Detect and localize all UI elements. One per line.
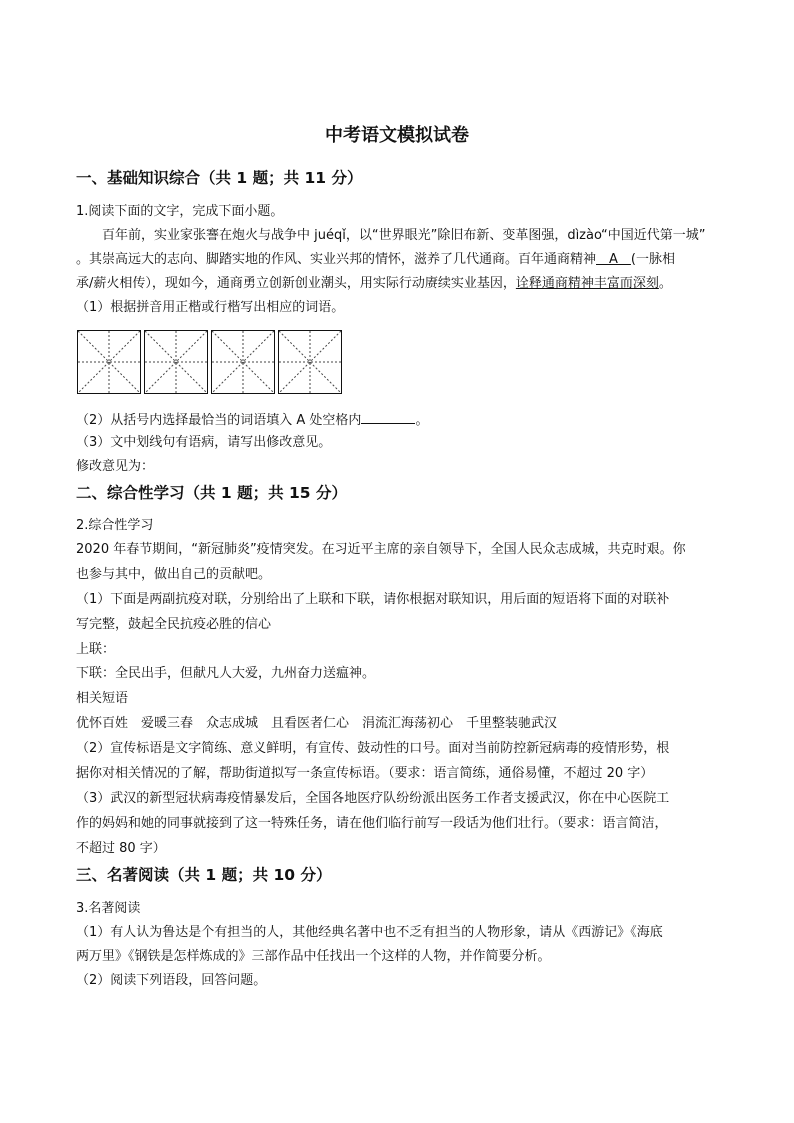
section-1-heading: 一、基础知识综合（共 1 题；共 11 分） <box>76 169 363 187</box>
subquestion-1-2-text: （2）从括号内选择最恰当的词语填入 A 处空格内 <box>76 413 362 428</box>
subquestion-3-1-line-2: 两万里》《钢铁是怎样炼成的》三部作品中任找出一个这样的人物，并作简要分析。 <box>76 949 551 964</box>
subquestion-2-3-line-2: 作的妈妈和她的同事就接到了这一特殊任务，请在他们临行前写一段话为他们壮行。（要求：语言简洁， <box>76 816 668 831</box>
q2-context-line-2: 也参与其中，做出自己的贡献吧。 <box>76 567 272 582</box>
mi-grid-icon <box>279 331 341 393</box>
underlined-sentence: 诠释通商精神丰富而深刻 <box>515 276 659 291</box>
subquestion-2-3-line-1: （3）武汉的新型冠状病毒疫情暴发后，全国各地医疗队纷纷派出医务工作者支援武汉，你在中心医院工 <box>76 791 670 806</box>
passage-line-3-end: 。 <box>658 276 672 291</box>
section-2-heading: 二、综合性学习（共 1 题；共 15 分） <box>76 484 347 502</box>
passage-line-1: 百年前，实业家张謇在炮火与战争中 juéqǐ，以“世界眼光”除旧布新、变革图强，dìzào“中国近代第一城” <box>76 228 706 243</box>
answer-blank[interactable] <box>361 410 415 424</box>
couplet-upper-label: 上联： <box>76 642 116 657</box>
subquestion-1-2 <box>76 410 726 430</box>
writing-cell[interactable] <box>278 330 342 394</box>
subquestion-2-2-line-2: 据你对相关情况的了解，帮助街道拟写一条宣传标语。（要求：语言简练，通俗易懂，不超过 20 字） <box>76 766 654 781</box>
question-2-intro: 2.综合性学习 <box>76 518 154 533</box>
page-title: 中考语文模拟试卷 <box>325 125 469 146</box>
writing-grid <box>77 330 342 396</box>
writing-cell[interactable] <box>211 330 275 394</box>
question-1-intro: 1.阅读下面的文字，完成下面小题。 <box>76 204 284 219</box>
subquestion-2-1-line-1: （1）下面是两副抗疫对联，分别给出了上联和下联，请你根据对联知识，用后面的短语将下面的对联补 <box>76 592 670 607</box>
subquestion-2-3-line-3: 不超过 80 字） <box>76 841 166 856</box>
subquestion-3-1-line-1: （1）有人认为鲁达是个有担当的人，其他经典名著中也不乏有担当的人物形象，请从《西游记》《海底 <box>76 925 663 940</box>
mi-grid-icon <box>145 331 207 393</box>
mi-grid-icon <box>78 331 140 393</box>
q2-context-line-1: 2020 年春节期间，“新冠肺炎”疫情突发。在习近平主席的亲自领导下，全国人民众志成城，共克时艰。你 <box>76 542 686 557</box>
subquestion-2-1-line-2: 写完整，鼓起全民抗疫必胜的信心 <box>76 617 272 632</box>
passage-line-2-options: (一脉相 <box>630 252 675 267</box>
subquestion-1-3: （3）文中划线句有语病，请写出修改意见。 <box>76 435 332 450</box>
phrases-list: 优怀百姓 爱暖三春 众志成城 且看医者仁心 涓流汇海荡初心 千里整装驰武汉 <box>76 716 558 731</box>
passage-line-2-text: 。其崇高远大的志向、脚踏实地的作风、实业兴邦的情怀，滋养了几代通商。百年通商精神 <box>76 252 597 267</box>
writing-cell[interactable] <box>144 330 208 394</box>
blank-a-marker: A <box>596 252 631 267</box>
subquestion-2-2-line-1: （2）宣传标语是文字简练、意义鲜明，有宣传、鼓动性的口号。面对当前防控新冠病毒的疫情形势，根 <box>76 741 670 756</box>
writing-cell[interactable] <box>77 330 141 394</box>
question-3-intro: 3.名著阅读 <box>76 901 141 916</box>
couplet-lower: 下联：全民出手，但献凡人大爱，九州奋力送瘟神。 <box>76 666 376 681</box>
subquestion-1-1: （1）根据拼音用正楷或行楷写出相应的词语。 <box>76 300 345 315</box>
section-3-heading: 三、名著阅读（共 1 题；共 10 分） <box>76 866 332 884</box>
mi-grid-icon <box>212 331 274 393</box>
subquestion-3-2: （2）阅读下列语段，回答问题。 <box>76 973 267 988</box>
phrases-label: 相关短语 <box>76 691 129 706</box>
passage-line-3 <box>76 275 726 293</box>
passage-line-2 <box>76 251 726 269</box>
subquestion-1-2-end: 。 <box>415 413 429 428</box>
revision-answer-label: 修改意见为： <box>76 459 155 474</box>
passage-line-3-text: 承/薪火相传），现如今，通商勇立创新创业潮头，用实际行动赓续实业基因， <box>76 276 516 291</box>
